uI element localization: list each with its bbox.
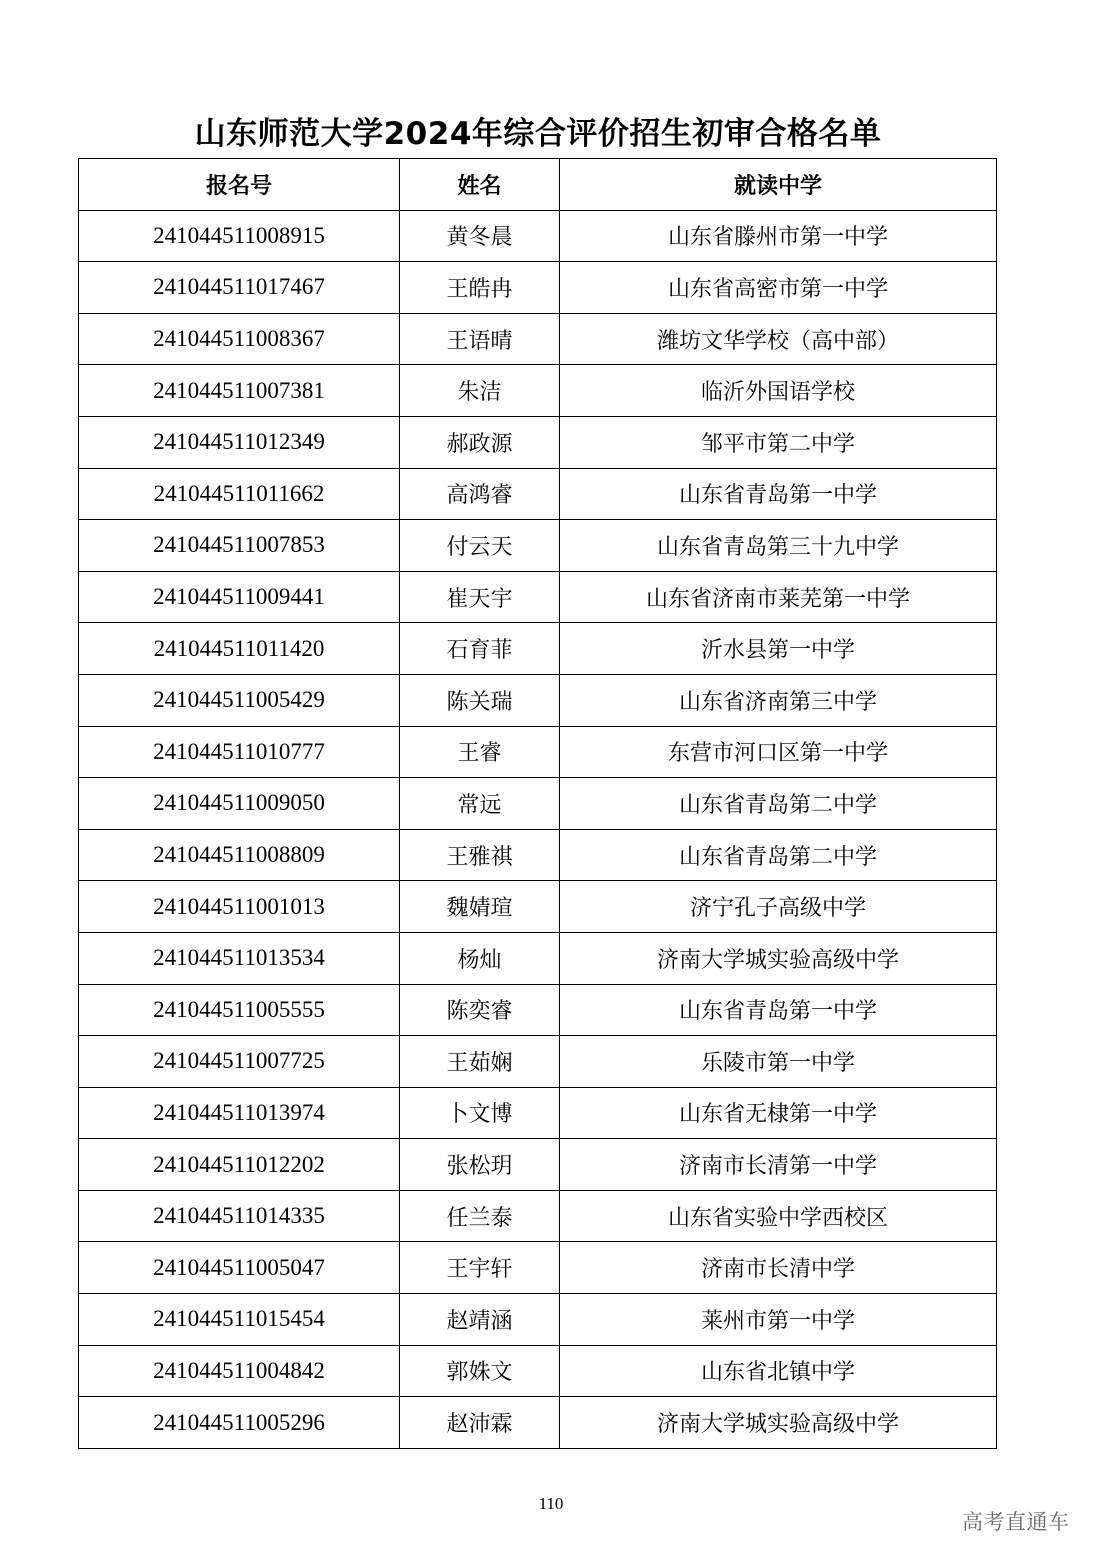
table-row	[79, 1345, 997, 1397]
student-name-cell: 郭姝文	[400, 1345, 560, 1397]
table-row	[79, 1397, 997, 1449]
table-row	[79, 1190, 997, 1242]
school-name-cell: 沂水县第一中学	[560, 623, 997, 675]
school-name-cell: 山东省无棣第一中学	[560, 1087, 997, 1139]
table-row	[79, 468, 997, 520]
admission-roster-table	[78, 158, 997, 1449]
table-row	[79, 1294, 997, 1346]
school-name-cell: 乐陵市第一中学	[560, 1036, 997, 1088]
registration-number-cell: 241044511009050	[79, 778, 400, 830]
school-name-cell: 临沂外国语学校	[560, 365, 997, 417]
table-row	[79, 984, 997, 1036]
student-name-cell: 赵靖涵	[400, 1294, 560, 1346]
registration-number-cell: 241044511007853	[79, 520, 400, 572]
school-name-cell: 山东省青岛第二中学	[560, 829, 997, 881]
registration-number-cell: 241044511005555	[79, 984, 400, 1036]
watermark-text: 高考直通车	[962, 1510, 1070, 1534]
school-name-cell: 山东省实验中学西校区	[560, 1190, 997, 1242]
table-row	[79, 623, 997, 675]
student-name-cell: 陈关瑞	[400, 674, 560, 726]
table-row	[79, 365, 997, 417]
student-name-cell: 张松玥	[400, 1139, 560, 1191]
student-name-cell: 王语晴	[400, 313, 560, 365]
registration-number-cell: 241044511008809	[79, 829, 400, 881]
student-name-cell: 常远	[400, 778, 560, 830]
table-row	[79, 829, 997, 881]
registration-number-cell: 241044511007725	[79, 1036, 400, 1088]
table-row	[79, 932, 997, 984]
school-name-cell: 山东省青岛第一中学	[560, 984, 997, 1036]
table-row	[79, 1139, 997, 1191]
student-name-cell: 卜文博	[400, 1087, 560, 1139]
registration-number-cell: 241044511010777	[79, 726, 400, 778]
header-name: 姓名	[400, 159, 560, 211]
student-name-cell: 王皓冉	[400, 262, 560, 314]
registration-number-cell: 241044511013534	[79, 932, 400, 984]
student-name-cell: 魏婧瑄	[400, 881, 560, 933]
document-title: 山东师范大学2024年综合评价招生初审合格名单	[194, 116, 882, 152]
student-name-cell: 高鸿睿	[400, 468, 560, 520]
school-name-cell: 山东省青岛第二中学	[560, 778, 997, 830]
school-name-cell: 山东省济南市莱芜第一中学	[560, 571, 997, 623]
student-name-cell: 黄冬晨	[400, 210, 560, 262]
school-name-cell: 山东省高密市第一中学	[560, 262, 997, 314]
registration-number-cell: 241044511012349	[79, 416, 400, 468]
registration-number-cell: 241044511001013	[79, 881, 400, 933]
student-name-cell: 赵沛霖	[400, 1397, 560, 1449]
school-name-cell: 东营市河口区第一中学	[560, 726, 997, 778]
school-name-cell: 济南市长清中学	[560, 1242, 997, 1294]
school-name-cell: 济南市长清第一中学	[560, 1139, 997, 1191]
school-name-cell: 山东省青岛第三十九中学	[560, 520, 997, 572]
school-name-cell: 邹平市第二中学	[560, 416, 997, 468]
table-row	[79, 881, 997, 933]
school-name-cell: 济南大学城实验高级中学	[560, 1397, 997, 1449]
registration-number-cell: 241044511012202	[79, 1139, 400, 1191]
school-name-cell: 山东省青岛第一中学	[560, 468, 997, 520]
school-name-cell: 济宁孔子高级中学	[560, 881, 997, 933]
student-name-cell: 石育菲	[400, 623, 560, 675]
school-name-cell: 山东省北镇中学	[560, 1345, 997, 1397]
registration-number-cell: 241044511011420	[79, 623, 400, 675]
registration-number-cell: 241044511004842	[79, 1345, 400, 1397]
registration-number-cell: 241044511013974	[79, 1087, 400, 1139]
student-name-cell: 王睿	[400, 726, 560, 778]
student-name-cell: 王雅祺	[400, 829, 560, 881]
registration-number-cell: 241044511015454	[79, 1294, 400, 1346]
registration-number-cell: 241044511008367	[79, 313, 400, 365]
student-name-cell: 付云天	[400, 520, 560, 572]
table-row	[79, 210, 997, 262]
student-name-cell: 杨灿	[400, 932, 560, 984]
registration-number-cell: 241044511008915	[79, 210, 400, 262]
school-name-cell: 莱州市第一中学	[560, 1294, 997, 1346]
table-row	[79, 520, 997, 572]
header-registration-number: 报名号	[79, 159, 400, 211]
student-name-cell: 郝政源	[400, 416, 560, 468]
table-row	[79, 1087, 997, 1139]
table-row	[79, 416, 997, 468]
school-name-cell: 潍坊文华学校（高中部）	[560, 313, 997, 365]
registration-number-cell: 241044511014335	[79, 1190, 400, 1242]
school-name-cell: 山东省济南第三中学	[560, 674, 997, 726]
registration-number-cell: 241044511009441	[79, 571, 400, 623]
header-school: 就读中学	[560, 159, 997, 211]
school-name-cell: 山东省滕州市第一中学	[560, 210, 997, 262]
table-row	[79, 778, 997, 830]
registration-number-cell: 241044511017467	[79, 262, 400, 314]
registration-number-cell: 241044511007381	[79, 365, 400, 417]
table-row	[79, 674, 997, 726]
registration-number-cell: 241044511005047	[79, 1242, 400, 1294]
registration-number-cell: 241044511005296	[79, 1397, 400, 1449]
page-number: 110	[538, 1494, 564, 1513]
table-row	[79, 313, 997, 365]
table-header-row	[79, 159, 997, 211]
table-row	[79, 262, 997, 314]
table-row	[79, 1242, 997, 1294]
table-row	[79, 571, 997, 623]
table-row	[79, 726, 997, 778]
student-name-cell: 王宇轩	[400, 1242, 560, 1294]
student-name-cell: 陈奕睿	[400, 984, 560, 1036]
student-name-cell: 王茹娴	[400, 1036, 560, 1088]
school-name-cell: 济南大学城实验高级中学	[560, 932, 997, 984]
registration-number-cell: 241044511005429	[79, 674, 400, 726]
student-name-cell: 崔天宇	[400, 571, 560, 623]
student-name-cell: 朱洁	[400, 365, 560, 417]
registration-number-cell: 241044511011662	[79, 468, 400, 520]
table-row	[79, 1036, 997, 1088]
student-name-cell: 任兰泰	[400, 1190, 560, 1242]
